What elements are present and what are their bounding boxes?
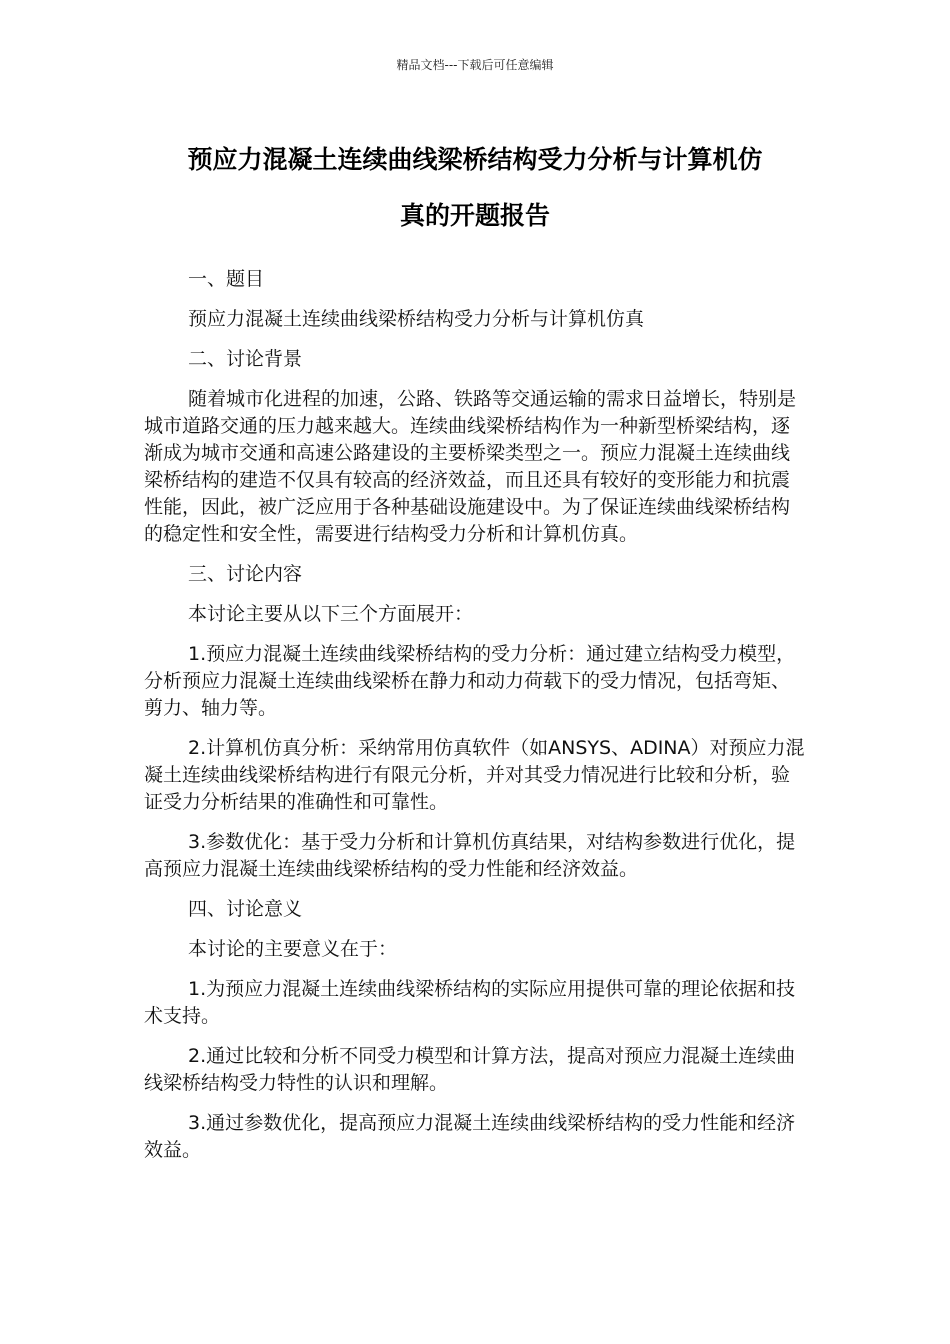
content-item-1: 1.预应力混凝土连续曲线梁桥结构的受力分析：通过建立结构受力模型，分析预应力混凝土连续曲线梁桥在静力和动力荷载下的受力情况，包括弯矩、剪力、轴力等。: [144, 643, 796, 719]
significance-item-3: 3.通过参数优化，提高预应力混凝土连续曲线梁桥结构的受力性能和经济效益。: [144, 1112, 796, 1161]
document-title: [140, 132, 810, 244]
significance-item-2: 2.通过比较和分析不同受力模型和计算方法，提高对预应力混凝土连续曲线梁桥结构受力特性的认识和理解。: [144, 1045, 796, 1094]
section-heading-background: 二、讨论背景: [188, 348, 303, 370]
section-heading-topic: 一、题目: [188, 268, 265, 290]
document-body: [144, 266, 808, 1177]
topic-text: 预应力混凝土连续曲线梁桥结构受力分析与计算机仿真: [188, 308, 645, 330]
page-header: 精品文档---下载后可任意编辑: [396, 58, 554, 72]
content-item-2: 2.计算机仿真分析：采纳常用仿真软件（如ANSYS、ADINA）对预应力混凝土连续曲线梁桥结构进行有限元分析，并对其受力情况进行比较和分析，验证受力分析结果的准确性和可靠性。: [144, 737, 805, 813]
section-heading-significance: 四、讨论意义: [188, 898, 303, 920]
significance-item-1: 1.为预应力混凝土连续曲线梁桥结构的实际应用提供可靠的理论依据和技术支持。: [144, 978, 796, 1027]
content-intro: 本讨论主要从以下三个方面展开：: [188, 603, 474, 625]
title-line-2: 真的开题报告: [399, 201, 550, 230]
significance-intro: 本讨论的主要意义在于：: [188, 938, 398, 960]
section-heading-content: 三、讨论内容: [188, 563, 303, 585]
content-item-3: 3.参数优化：基于受力分析和计算机仿真结果，对结构参数进行优化，提高预应力混凝土连续曲线梁桥结构的受力性能和经济效益。: [144, 831, 796, 880]
title-line-1: 预应力混凝土连续曲线梁桥结构受力分析与计算机仿: [187, 145, 763, 174]
background-text: 随着城市化进程的加速，公路、铁路等交通运输的需求日益增长，特别是城市道路交通的压力越来越大。连续曲线梁桥结构作为一种新型桥梁结构，逐渐成为城市交通和高速公路建设的主要桥梁类型之一。预应力混凝土连续曲线梁桥结构的建造不仅具有较高的经济效益，而且还具有较好的变形能力和抗震性能，因此，被广泛应用于各种基础设施建设中。为了保证连续曲线梁桥结构的稳定性和安全性，需要进行结构受力分析和计算机仿真。: [144, 388, 797, 545]
